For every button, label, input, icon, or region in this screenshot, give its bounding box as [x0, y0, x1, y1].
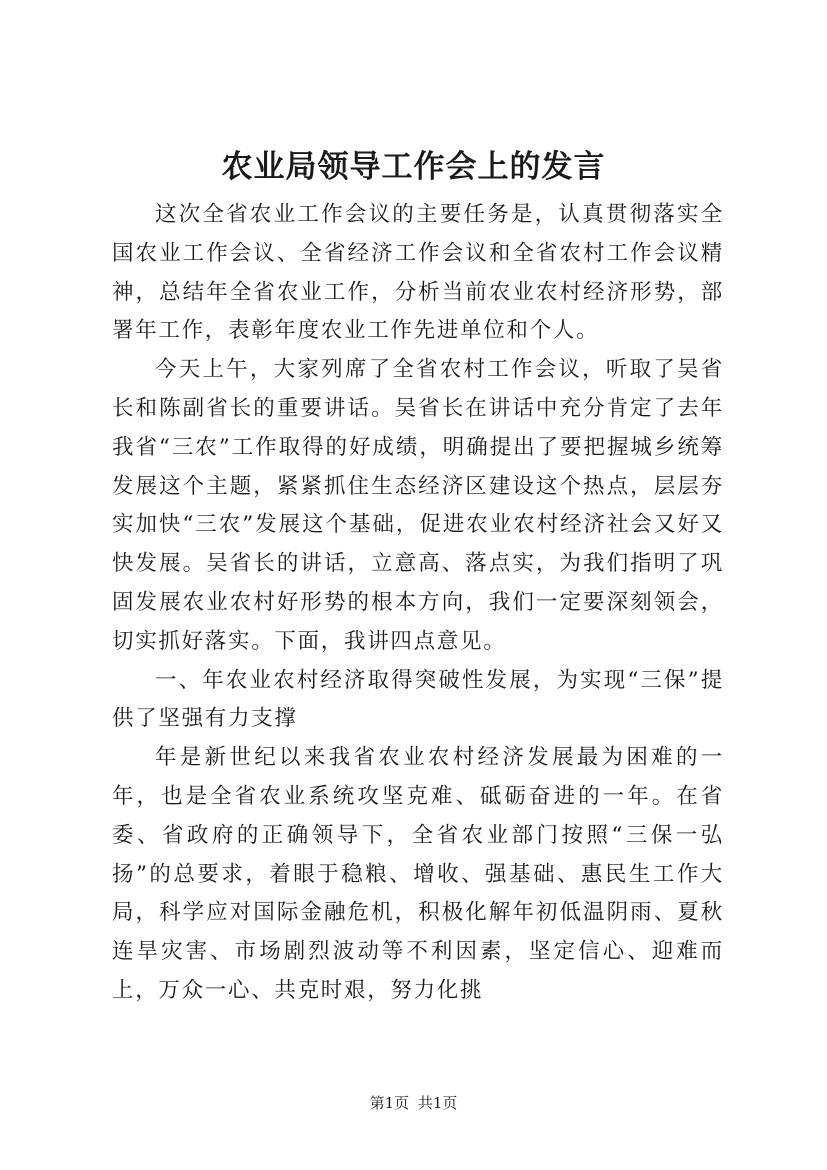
paragraph-1: 这次全省农业工作会议的主要任务是，认真贯彻落实全国农业工作会议、全省经济工作会议和全省农村工作会议精神，总结年全省农业工作，分析当前农业农村经济形势，部署年工作，表彰年度农业工作先进单位和个人。: [112, 202, 724, 344]
section-heading-1: 一、年农业农村经济取得突破性发展，为实现“三保”提供了坚强有力支撑: [112, 667, 724, 732]
paragraph-3: 年是新世纪以来我省农业农村经济发展最为困难的一年，也是全省农业系统攻坚克难、砥砺奋进的一年。在省委、省政府的正确领导下，全省农业部门按照“三保一弘扬”的总要求，着眼于稳粮、增收、强基础、惠民生工作大局，科学应对国际金融危机，积极化解年初低温阴雨、夏秋连旱灾害、市场剧烈波动等不利因素，坚定信心、迎难而上，万众一心、共克时艰，努力化挑: [112, 745, 724, 1003]
paragraph-2: 今天上午，大家列席了全省农村工作会议，听取了吴省长和陈副省长的重要讲话。吴省长在讲话中充分肯定了去年我省“三农”工作取得的好成绩，明确提出了要把握城乡统筹发展这个主题，紧紧抓住生态经济区建设这个热点，层层夯实加快“三农”发展这个基础，促进农业农村经济社会又好又快发展。吴省长的讲话，立意高、落点实，为我们指明了巩固发展农业农村好形势的根本方向，我们一定要深刻领会，切实抓好落实。下面，我讲四点意见。: [112, 357, 724, 654]
page-number-footer: 第1页 共1页: [369, 1094, 458, 1112]
document-body: [112, 196, 724, 1011]
page-title: 农业局领导工作会上的发言: [221, 149, 606, 185]
